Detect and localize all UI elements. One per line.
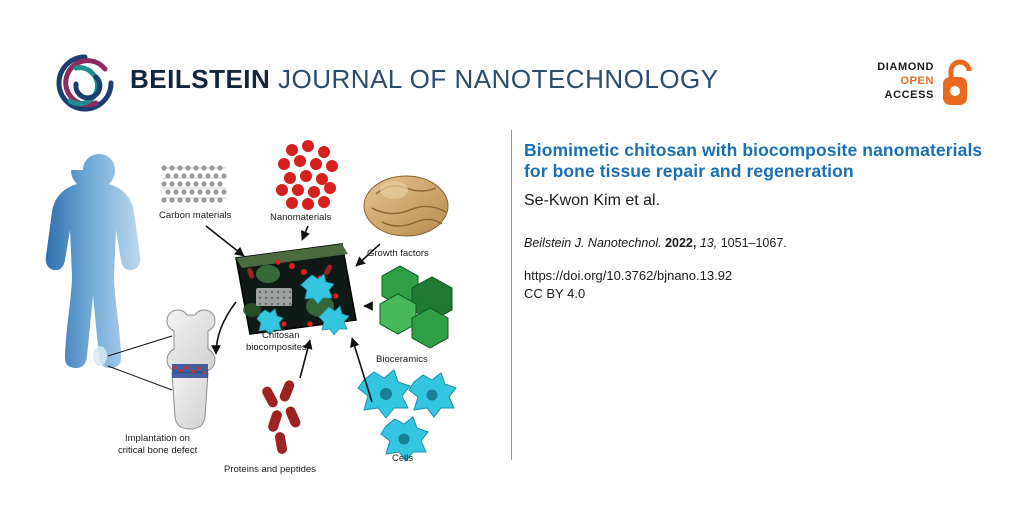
open-lock-icon (942, 58, 976, 108)
journal-title-light: JOURNAL OF NANOTECHNOLOGY (270, 64, 719, 94)
proteins-peptides-icon (260, 379, 302, 455)
label-implantation-line1: Implantation on (125, 433, 190, 444)
open-access-text (877, 60, 934, 102)
chitosan-biocomposite-icon (236, 244, 356, 335)
cells-icon (358, 370, 456, 461)
oa-line-access: ACCESS (884, 89, 934, 101)
label-chitosan-line1: Chitosan (262, 330, 300, 341)
paper-metadata (524, 140, 994, 301)
label-cells: Cells (392, 453, 414, 464)
journal-title-bold: BEILSTEIN (130, 64, 271, 94)
arrow-nano-to-center (302, 226, 308, 240)
growth-factors-icon (364, 176, 448, 236)
label-implantation-line2: critical bone defect (118, 445, 198, 456)
page-title: Biomimetic chitosan with biocomposite nanomaterials for bone tissue repair and regeneration (524, 140, 983, 181)
nanomaterials-icon (276, 140, 338, 210)
license-label: CC BY 4.0 (524, 286, 586, 301)
arrow-center-to-implant (216, 302, 236, 354)
carbon-materials-icon (161, 165, 226, 202)
graphical-abstract (20, 128, 500, 475)
authors: Se-Kwon Kim et al. (524, 192, 661, 209)
oa-line-diamond: DIAMOND (877, 61, 934, 73)
arrow-cells-to-center (352, 338, 372, 402)
label-growth-factors: Growth factors (367, 248, 429, 259)
citation-pages: 1051–1067. (720, 236, 787, 250)
doi-link[interactable]: https://doi.org/10.3762/bjnano.13.92 (524, 268, 733, 283)
oa-line-open: OPEN (900, 75, 934, 87)
beilstein-spiral-logo-icon (56, 54, 114, 112)
bone-implant-icon (167, 310, 215, 429)
human-silhouette-icon (46, 154, 140, 368)
vertical-divider (511, 130, 512, 460)
journal-header (0, 0, 1024, 128)
citation-volume: 13, (699, 236, 718, 250)
citation (524, 236, 994, 250)
citation-journal: Beilstein J. Nanotechnol. (524, 236, 662, 250)
label-chitosan-line2: biocomposites (246, 342, 307, 353)
label-bioceramics: Bioceramics (376, 354, 428, 365)
label-carbon-materials: Carbon materials (159, 210, 232, 221)
arrow-carbon-to-center (206, 226, 244, 256)
label-nanomaterials: Nanomaterials (270, 212, 332, 223)
label-proteins-peptides: Proteins and peptides (224, 464, 316, 475)
journal-title (130, 64, 719, 95)
citation-year: 2022, (665, 236, 697, 250)
bioceramics-icon (380, 266, 452, 348)
open-access-badge (846, 58, 976, 114)
